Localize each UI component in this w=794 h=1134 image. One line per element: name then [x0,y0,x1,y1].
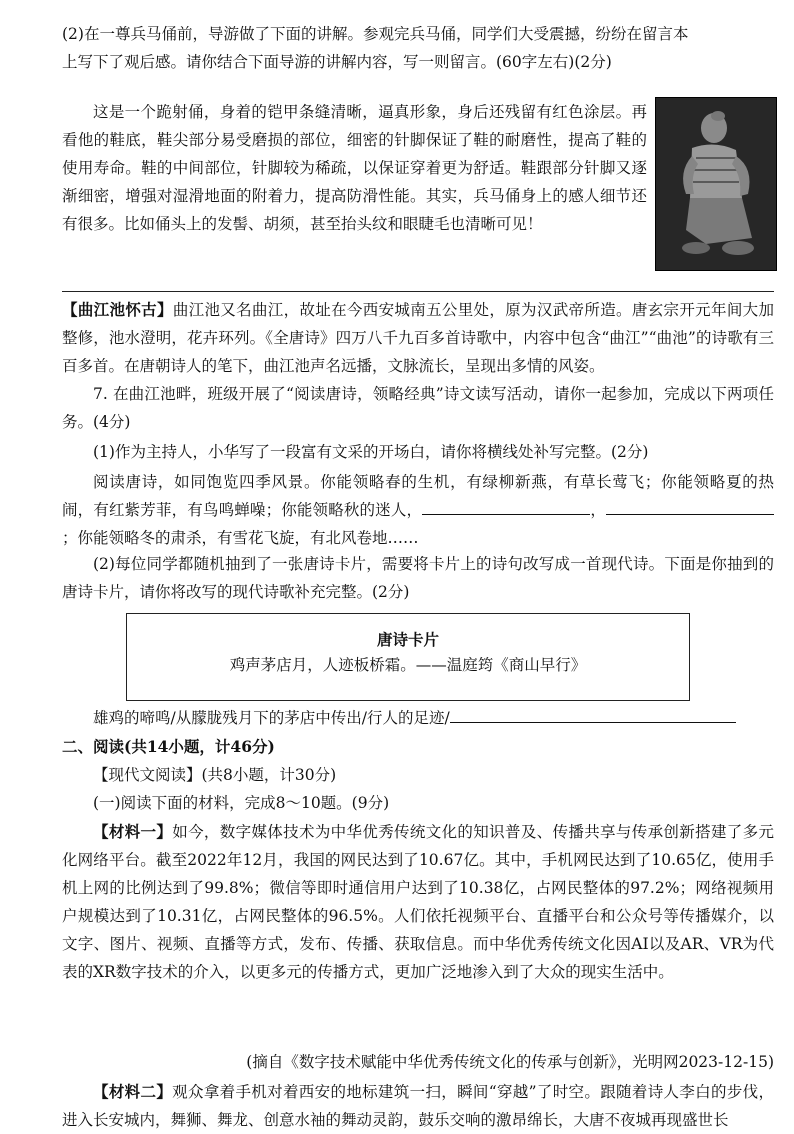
opening-sep-1: ， [590,501,606,519]
section2-title: 二、阅读(共14小题，计46分) [62,737,275,756]
q7-stem: 7. 在曲江池畔，班级开展了“阅读唐诗，领略经典”诗文读写活动，请你一起参加，完成以下两项任务。(4分) [62,385,774,431]
qujiang-title: 【曲江池怀古】 [62,300,173,319]
q7-sub1: (1)作为主持人，小华写了一段富有文采的开场白，请你将横线处补写完整。(2分) [93,443,649,461]
opening-text-a: 阅读唐诗，如同饱览四季风景。你能领略春的生机，有绿柳新燕，有草长莺飞；你能领略夏的热闹，有红紫芳菲，有鸟鸣蝉噪；你能领略秋的迷人， [62,473,774,519]
material1-passage [62,818,774,1014]
opening-text-b: 你能领略冬的肃杀，有雪花飞旋，有北风卷地…… [77,529,419,547]
guide-explanation: 这是一个跪射俑，身着的铠甲条缝清晰，逼真形象，身后还残留有红色涂层。再看他的鞋底，鞋尖部分易受磨损的部位，细密的针脚保证了鞋的耐磨性，提高了鞋的使用寿命。鞋的中间部位，针脚较为稀疏，以保证穿着更为舒适。鞋跟部分针脚又逐渐细密，增强对湿滑地面的附着力，提高防滑性能。其实，兵马俑身上的感人细节还有很多。比如俑头上的发髻、胡须，甚至抬头纹和眼睫毛也清晰可见！ [62,103,647,233]
qujiang-passage [62,296,774,380]
blank-autumn-1[interactable] [422,496,590,515]
tang-poem-card [126,613,690,701]
material1-text: 如今，数字媒体技术为中华优秀传统文化的知识普及、传播共享与传承创新搭建了多元化网络平台。截至2022年12月，我国的网民达到了10.67亿。其中，手机网民达到了10.65亿，使用手机上网的比例达到了99.8%；微信等即时通信用户达到了10.38亿，占网民整体的97.2%；网络视频用户规模达到了10.31亿，占网民整体的96.5%。人们依托视频平台、直播平台和公众号等传播媒介，以文字、图片、视频、直播等方式，发布、传播、获取信息。而中华优秀传统文化因AI以及AR、VR为代表的XR数字技术的介入，以更多元的传播方式，更加广泛地渗入到了大众的现实生活中。 [62,823,774,981]
card-poem-line: 鸡声茅店月，人迹板桥霜。——温庭筠《商山早行》 [229,656,587,674]
material1-source: (摘自《数字技术赋能中华优秀传统文化的传承与创新》，光明网2023-12-15) [246,1053,774,1071]
q7-sub1-opening [62,468,774,552]
blank-autumn-2[interactable] [606,496,774,515]
opening-sep-2: ； [62,529,78,547]
material2-label: 【材料二】 [93,1082,173,1101]
material2-text: 观众拿着手机对着西安的地标建筑一扫，瞬间“穿越”了时空。跟随着诗人李白的步伐，进入长安城内，舞狮、舞龙、创意水袖的舞动灵韵，鼓乐交响的激昂绵长，大唐不夜城再现盛世长 [62,1083,774,1129]
material1-label: 【材料一】 [93,822,173,841]
qujiang-text: 曲江池又名曲江，故址在今西安城南五公里处，原为汉武帝所造。唐玄宗开元年间大加整修，池水澄明，花卉环列。《全唐诗》四万八千九百多首诗歌中，内容中包含“曲江”“曲池”的诗歌有三百多首。在唐朝诗人的笔下，曲江池声名远播，文脉流长，呈现出多情的风姿。 [62,301,774,375]
material2-passage [62,1078,774,1134]
modern-reading-title: 【现代文阅读】(共8小题，计30分) [93,766,337,784]
q7-sub2: (2)每位同学都随机抽到了一张唐诗卡片，需要将卡片上的诗句改写成一首现代诗。下面是你抽到的唐诗卡片，请你将改写的现代诗歌补充完整。(2分) [62,555,774,601]
section-divider [62,291,774,292]
part1-instruction: (一)阅读下面的材料，完成8～10题。(9分) [93,794,390,812]
blank-poem[interactable] [450,704,736,723]
q2-line1: (2)在一尊兵马俑前，导游做了下面的讲解。参观完兵马俑，同学们大受震撼，纷纷在留言本 [62,25,689,43]
terracotta-warrior-photo [655,97,777,271]
q2-line2: 上写下了观后感。请你结合下面导游的讲解内容，写一则留言。(60字左右)(2分) [62,53,612,71]
poem-prefix: 雄鸡的啼鸣/从朦胧残月下的茅店中传出/行人的足迹/ [93,709,450,727]
card-title: 唐诗卡片 [376,630,439,649]
kneeling-archer-figure-icon [656,98,776,270]
modern-poem-line [62,704,774,732]
